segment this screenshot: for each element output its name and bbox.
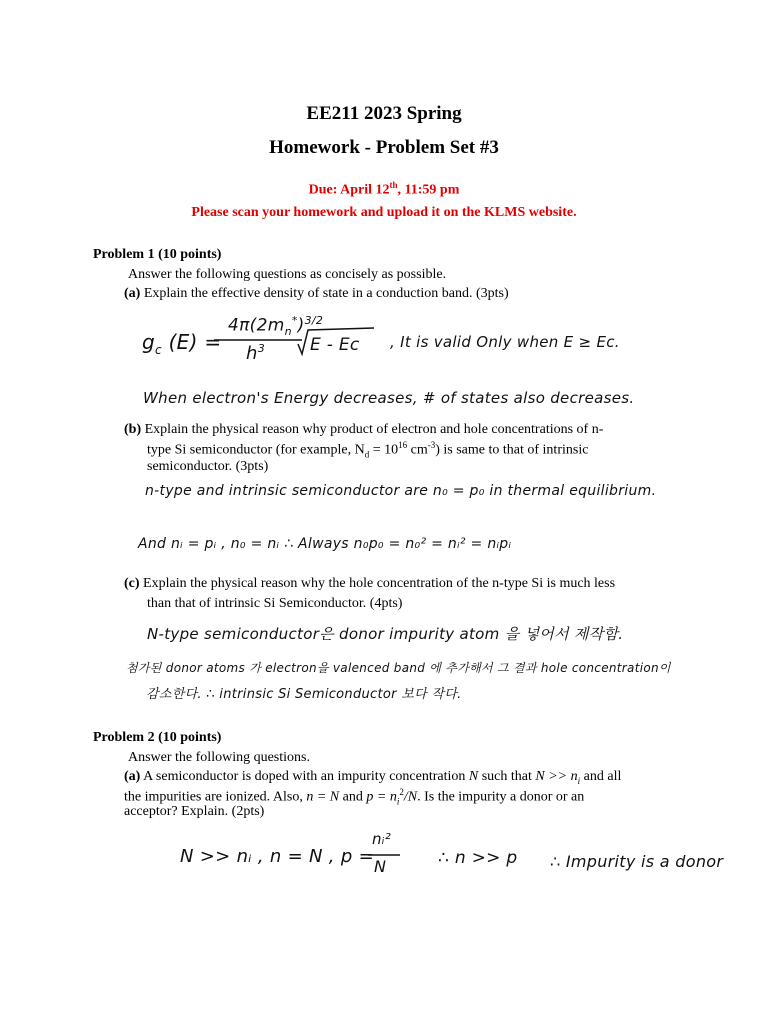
problem1c-answer-line1: N-type semiconductor은 donor impurity atom 을 넣어서 제작함. [147,625,624,643]
problem2a-answer-frac-num: nᵢ² [372,830,392,848]
problem2a-question-line1: (a) A semiconductor is doped with an impurity concentration N such that $N >> n_i$ and all [124,769,622,786]
problem1b-question-line1: (b) Explain the physical reason why product of electron and hole concentrations of n- [124,422,604,437]
problem2a-answer-part2: ∴ n >> p [438,848,518,868]
course-title: EE211 2023 Spring [306,103,462,124]
problem1a-root-content: E - Ec [310,335,360,355]
problem1c-question-line1: (c) Explain the physical reason why the hole concentration of the n-type Si is much less [124,576,616,591]
upload-notice: Please scan your homework and upload it on the KLMS website. [191,205,577,220]
problem2-heading: Problem 2 (10 points) [93,730,222,745]
problem2a-question-line3: acceptor? Explain. (2pts) [124,804,265,819]
problem2-intro: Answer the following questions. [128,750,310,765]
problem1-intro: Answer the following questions as concisely as possible. [128,267,447,282]
due-date: Due: April 12th, 11:59 pm [308,180,460,198]
problem2a-question-line2: the impurities are ionized. Also, n = N and $p = n_i^2/N$. Is the impurity a donor or an [124,787,585,807]
problem-set-title: Homework - Problem Set #3 [269,137,499,158]
problem1a-formula-denominator: $h^3$ [246,342,266,364]
problem1c-question-line2: than that of intrinsic Si Semiconductor. (4pts) [147,596,403,611]
problem1a-question: (a) Explain the effective density of state in a conduction band. (3pts) [124,286,509,301]
problem1-heading: Problem 1 (10 points) [93,247,222,262]
problem1b-question-line2: type Si semiconductor (for example, $N_d = 10^{16}$ $cm^{-3}$) is same to that of intrinsic [147,440,589,460]
problem1c-answer-line3: 감소한다. ∴ intrinsic Si Semiconductor 보다 작다. [146,687,462,702]
problem1a-formula-numerator: $4\pi(2m_n^*)^{3/2}$ [228,314,324,339]
problem1b-answer-line1: n-type and intrinsic semiconductor are n₀ = p₀ in thermal equilibrium. [145,483,657,499]
problem1a-answer-line2: When electron's Energy decreases, # of states also decreases. [143,389,635,407]
problem1b-question-line3: semiconductor. (3pts) [147,459,269,474]
problem2a-answer-frac-den: N [374,857,387,876]
problem1a-validity-note: , It is valid Only when E ≥ Ec. [390,333,620,351]
problem1b-answer-line2: And nᵢ = pᵢ , n₀ = nᵢ ∴ Always n₀p₀ = n₀² = nᵢ² = nᵢpᵢ [138,536,512,552]
problem2a-answer-part3: ∴ Impurity is a donor [550,852,724,871]
problem1c-answer-line2: 첨가된 donor atoms 가 electron을 valenced band 에 추가해서 그 결과 hole concentration이 [126,661,671,675]
problem1a-formula-lhs: $g_c$ (E) = [142,330,222,357]
problem2a-answer-part1: N >> nᵢ , n = N , p = [180,846,374,867]
